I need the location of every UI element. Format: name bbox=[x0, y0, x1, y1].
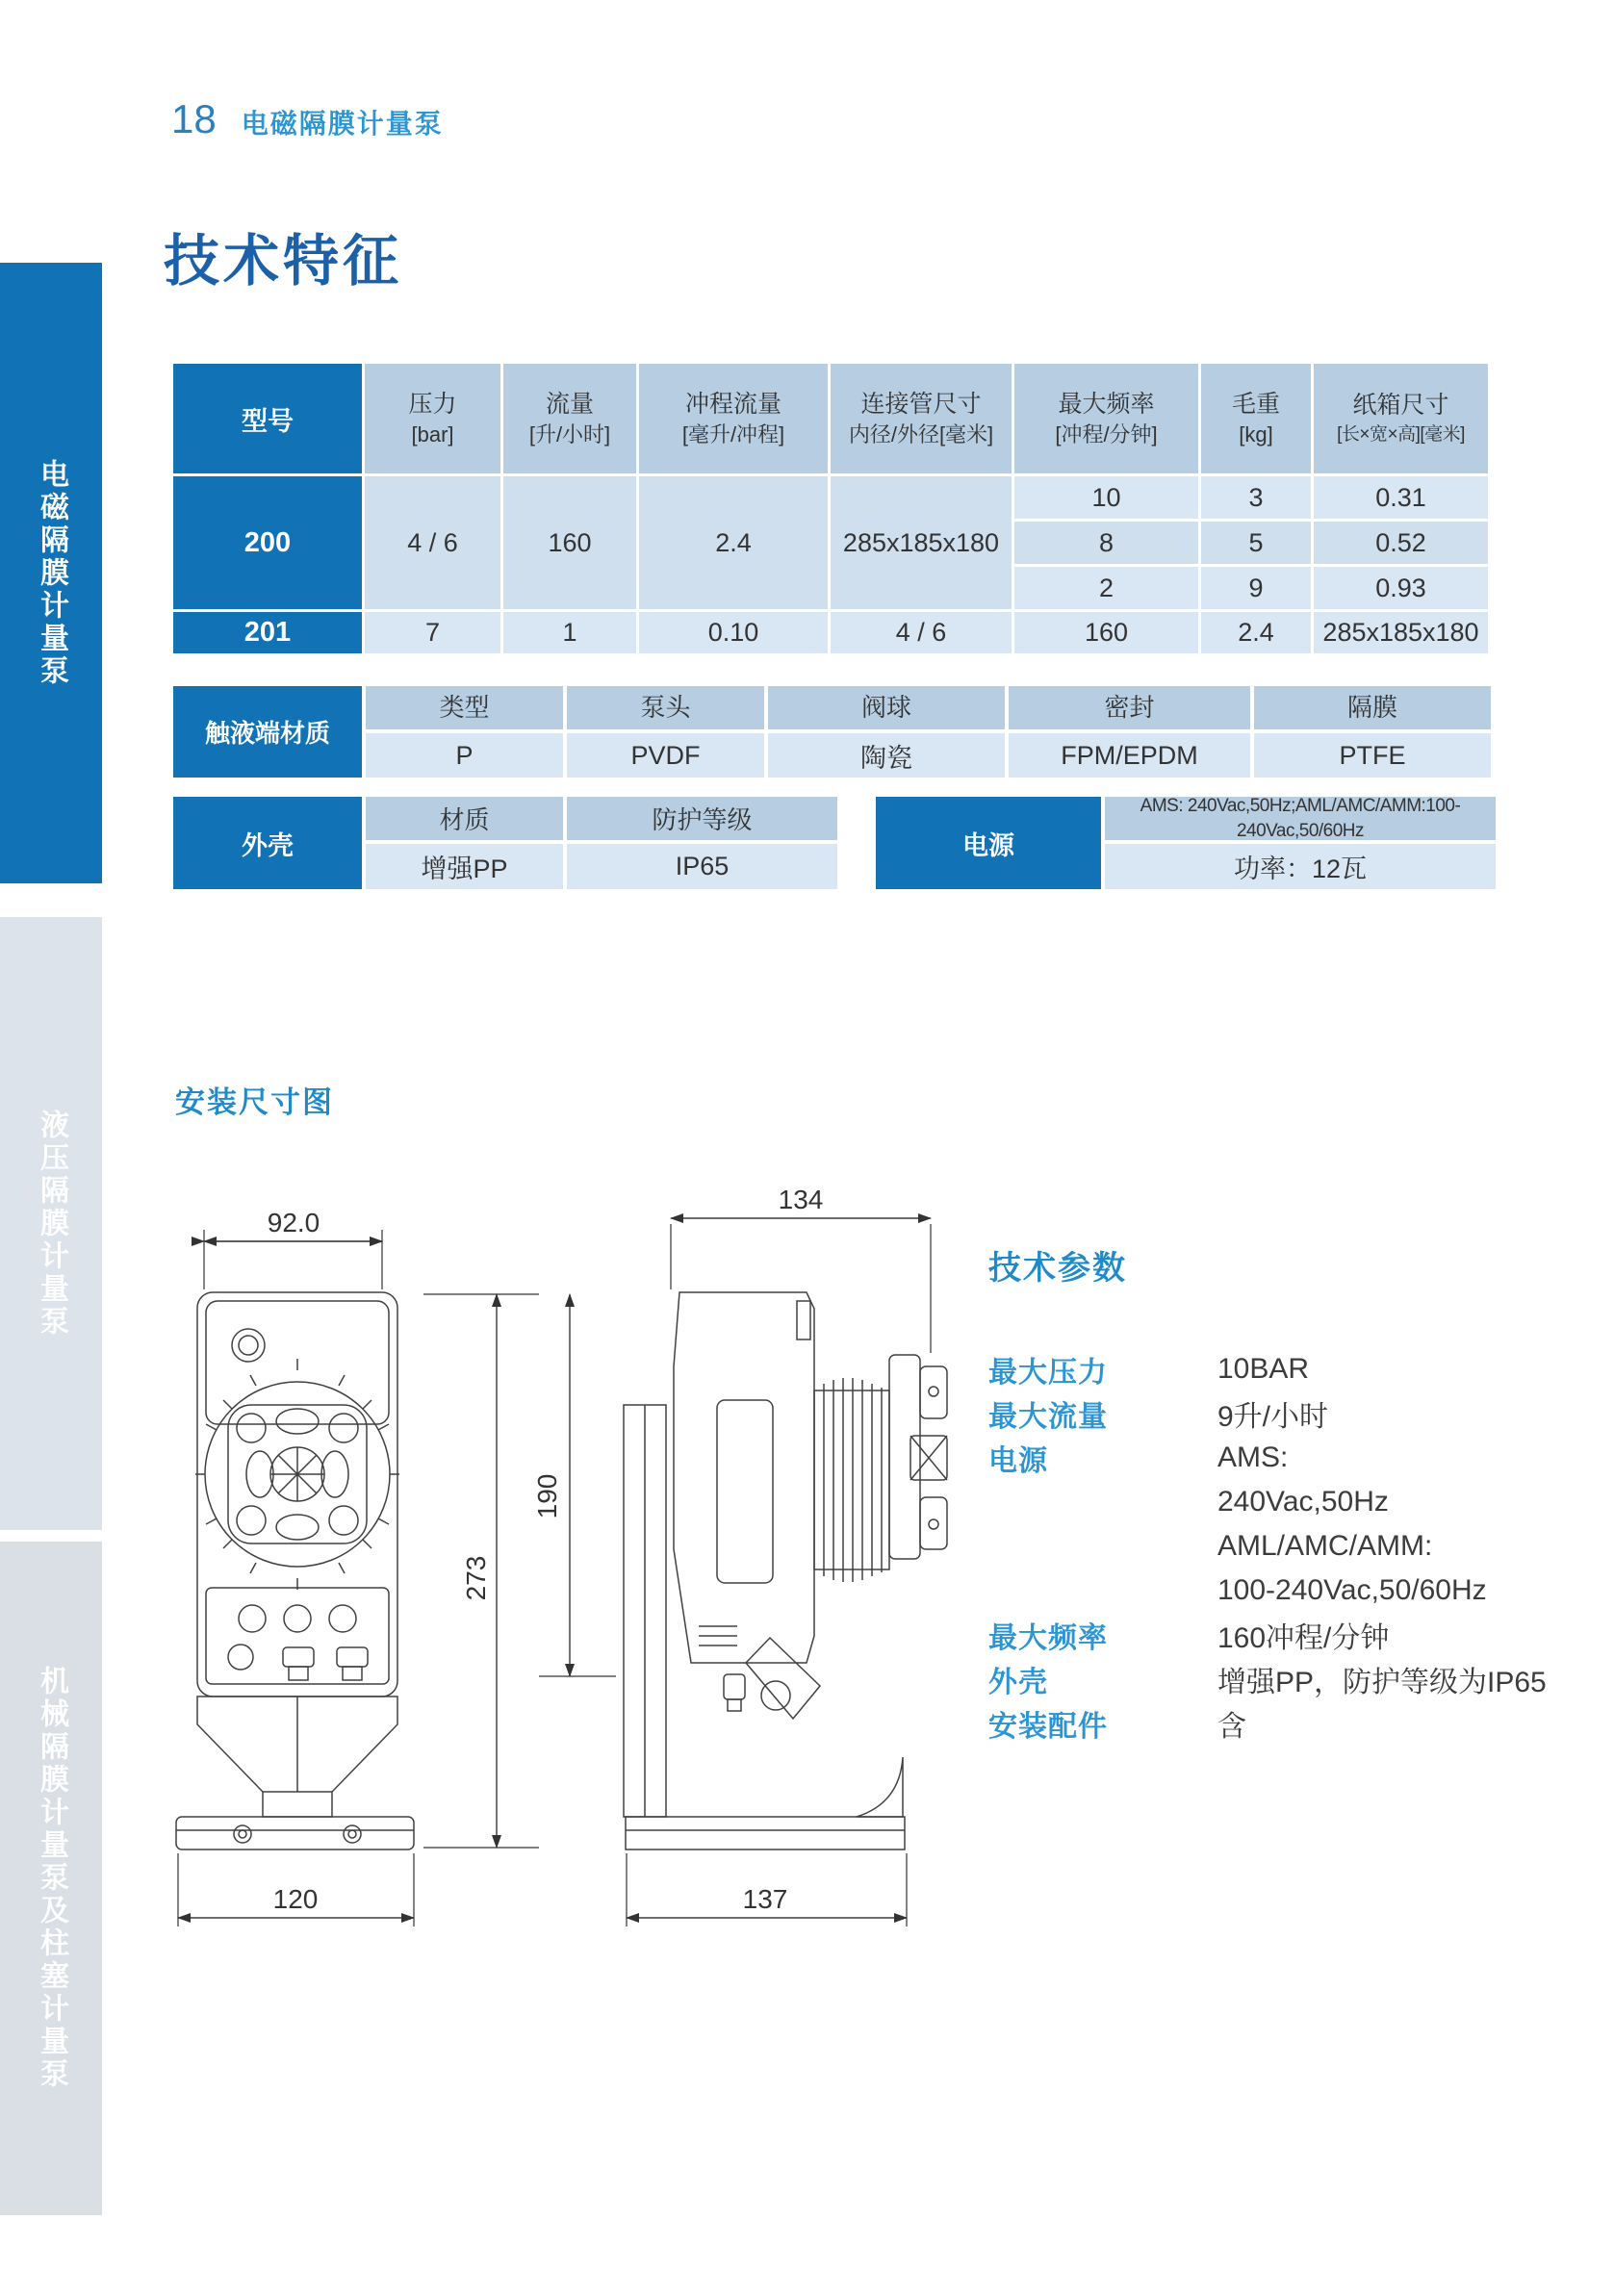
spec-value: 7 bbox=[365, 612, 500, 653]
materials-value: P bbox=[366, 733, 563, 778]
page-header bbox=[171, 96, 444, 142]
page-title: 技术特征 bbox=[164, 230, 403, 293]
materials-header: 泵头 bbox=[567, 686, 764, 729]
params-heading: 技术参数 bbox=[988, 1250, 1127, 1287]
spec-value: 3 bbox=[1201, 476, 1311, 519]
materials-header: 类型 bbox=[366, 686, 563, 729]
spec-header-pipe-size: 连接管尺寸 内径/外径[毫米] bbox=[831, 364, 1012, 473]
housing-header: 材质 bbox=[366, 797, 563, 840]
dim-front-width: 92.0 bbox=[267, 1208, 320, 1237]
param-row-accessories: 安装配件 含 bbox=[988, 1711, 1246, 1743]
spec-value: 0.10 bbox=[639, 612, 828, 653]
dim-base-depth: 137 bbox=[742, 1884, 788, 1914]
param-row-power-cont: 100-240Vac,50/60Hz bbox=[1217, 1574, 1487, 1606]
spec-header-stroke-flow: 冲程流量 [毫升/冲程] bbox=[639, 364, 828, 473]
front-view-pump bbox=[176, 1292, 414, 1850]
page-number: 18 bbox=[171, 96, 217, 141]
spec-header-model: 型号 bbox=[173, 364, 362, 473]
spec-table bbox=[173, 364, 1495, 653]
materials-value: PTFE bbox=[1254, 733, 1491, 778]
params-list bbox=[988, 1347, 1547, 1746]
spec-value-frequency: 160 bbox=[503, 476, 636, 609]
housing-table bbox=[173, 797, 841, 889]
param-row-power: 电源 AMS: bbox=[988, 1441, 1289, 1477]
dimension-lines bbox=[178, 1218, 931, 1926]
spec-value-carton: 285x185x180 bbox=[831, 476, 1012, 609]
spec-value: 0.93 bbox=[1314, 567, 1488, 609]
power-wattage: 功率：12瓦 bbox=[1105, 844, 1496, 889]
power-spec: AMS: 240Vac,50Hz;AML/AMC/AMM:100-240Vac,50/60Hz bbox=[1105, 797, 1496, 840]
sidebar-tab-electromagnetic[interactable] bbox=[0, 263, 102, 883]
spec-header-weight: 毛重 [kg] bbox=[1201, 364, 1311, 473]
housing-title-cell: 外壳 bbox=[173, 797, 362, 889]
drawing-heading: 安装尺寸图 bbox=[175, 1085, 334, 1119]
spec-value-weight: 2.4 bbox=[1201, 612, 1311, 653]
materials-value: 陶瓷 bbox=[768, 733, 1005, 778]
spec-value: 0.52 bbox=[1314, 522, 1488, 564]
housing-header: 防护等级 bbox=[567, 797, 837, 840]
materials-header: 隔膜 bbox=[1254, 686, 1491, 729]
param-row-max-frequency: 最大频率 160冲程/分钟 bbox=[988, 1622, 1390, 1654]
spec-value-frequency: 160 bbox=[1014, 612, 1198, 653]
param-row-housing: 外壳 增强PP，防护等级为IP65 bbox=[988, 1667, 1547, 1698]
spec-value-pipe: 4 / 6 bbox=[365, 476, 500, 609]
spec-header-max-frequency: 最大频率 [冲程/分钟] bbox=[1014, 364, 1198, 473]
spec-value-carton: 285x185x180 bbox=[1314, 612, 1488, 653]
power-title-cell: 电源 bbox=[876, 797, 1101, 889]
spec-value: 2 bbox=[1014, 567, 1198, 609]
materials-title-cell: 触液端材质 bbox=[173, 686, 362, 778]
param-row-power-cont: AML/AMC/AMM: bbox=[1217, 1530, 1433, 1562]
spec-value: 5 bbox=[1201, 522, 1311, 564]
power-table bbox=[876, 797, 1496, 889]
materials-header: 阀球 bbox=[768, 686, 1005, 729]
side-view-pump bbox=[624, 1292, 947, 1850]
housing-value: 增强PP bbox=[366, 844, 563, 889]
param-row-power-cont: 240Vac,50Hz bbox=[1217, 1486, 1389, 1518]
dim-base-width: 120 bbox=[272, 1884, 319, 1914]
sidebar-tab-label: 液压隔膜计量泵 bbox=[36, 1109, 67, 1339]
spec-value: 0.31 bbox=[1314, 476, 1488, 519]
sidebar-tab-hydraulic[interactable] bbox=[0, 917, 102, 1530]
spec-value: 1 bbox=[503, 612, 636, 653]
spec-header-pressure: 压力 [bar] bbox=[365, 364, 500, 473]
installation-dimension-drawing bbox=[125, 1184, 972, 1963]
spec-header-flow: 流量 [升/小时] bbox=[503, 364, 636, 473]
sidebar-tab-mechanical[interactable] bbox=[0, 1542, 102, 2215]
dim-side-depth: 134 bbox=[778, 1185, 824, 1214]
spec-value: 8 bbox=[1014, 522, 1198, 564]
param-row-max-flow: 最大流量 9升/小时 bbox=[988, 1401, 1329, 1433]
dim-total-height: 273 bbox=[461, 1555, 491, 1601]
page-section-title: 电磁隔膜计量泵 bbox=[241, 109, 444, 139]
model-cell-201: 201 bbox=[173, 612, 362, 653]
housing-value: IP65 bbox=[567, 844, 837, 889]
spec-value: 10 bbox=[1014, 476, 1198, 519]
materials-header: 密封 bbox=[1009, 686, 1250, 729]
spec-value-pipe: 4 / 6 bbox=[831, 612, 1012, 653]
spec-value: 9 bbox=[1201, 567, 1311, 609]
sidebar-tab-label: 机械隔膜计量泵及柱塞计量泵 bbox=[36, 1666, 67, 2091]
spec-header-carton: 纸箱尺寸 [长×宽×高][毫米] bbox=[1314, 364, 1488, 473]
materials-table bbox=[173, 686, 1495, 778]
dim-housing-height: 190 bbox=[532, 1473, 562, 1519]
sidebar-tab-label: 电磁隔膜计量泵 bbox=[36, 458, 67, 688]
param-row-max-pressure: 最大压力 10BAR bbox=[988, 1353, 1310, 1389]
materials-value: FPM/EPDM bbox=[1009, 733, 1250, 778]
materials-value: PVDF bbox=[567, 733, 764, 778]
spec-value-weight: 2.4 bbox=[639, 476, 828, 609]
model-cell-200: 200 bbox=[173, 476, 362, 609]
